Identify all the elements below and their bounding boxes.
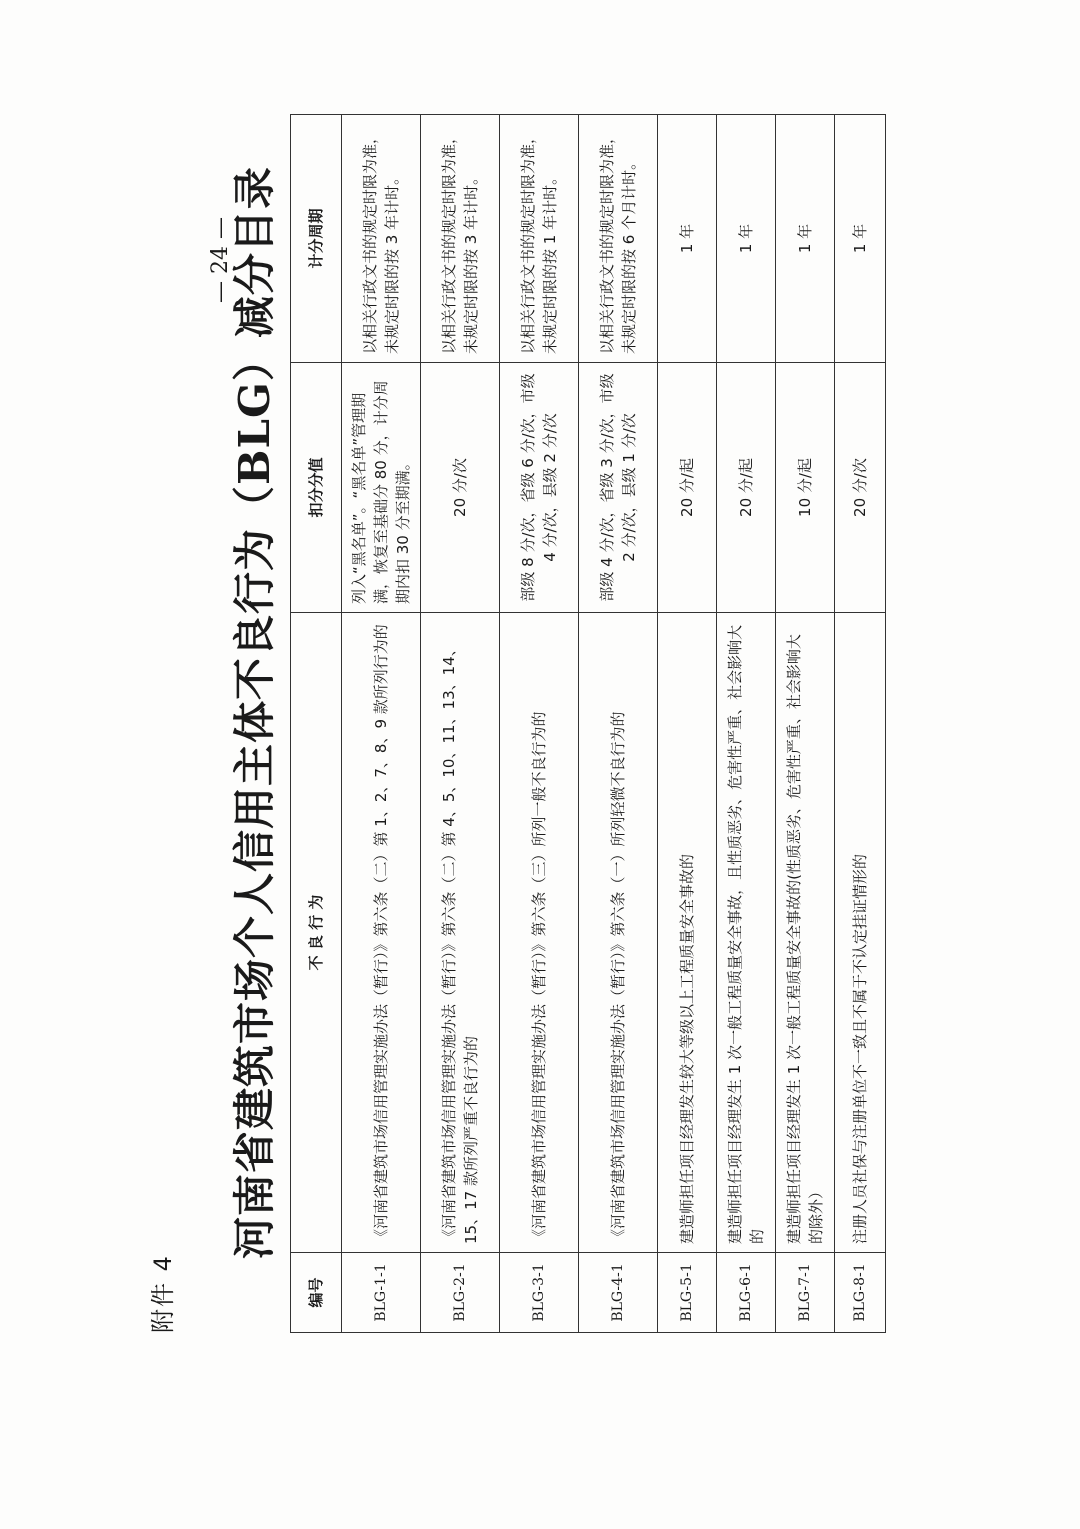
row-id: BLG-7-1 [776, 1253, 835, 1333]
row-period: 以相关行政文书的规定时限为准，未规定时限的按 6 个月计时。 [579, 115, 658, 363]
row-behavior: 《河南省建筑市场信用管理实施办法（暂行）》第六条（三）所列一般不良行为的 [500, 613, 579, 1253]
row-period: 1 年 [717, 115, 776, 363]
row-behavior: 注册人员社保与注册单位不一致且不属于不认定挂证情形的 [835, 613, 886, 1253]
row-id: BLG-3-1 [500, 1253, 579, 1333]
header-deduction: 扣分分值 [291, 363, 342, 613]
table-row [776, 115, 835, 1333]
row-behavior: 建造师担任项目经理发生 1 次一般工程质量安全事故的(性质恶劣、危害性严重、社会影响大的除外） [776, 613, 835, 1253]
row-period: 1 年 [776, 115, 835, 363]
header-behavior: 不 良 行 为 [291, 613, 342, 1253]
row-period: 以相关行政文书的规定时限为准，未规定时限的按 3 年计时。 [421, 115, 500, 363]
row-deduction: 20 分/次 [421, 363, 500, 613]
row-deduction: 列入“黑名单”。“黑名单”管理期满，恢复至基础分 80 分，计分周期内扣 30 分至期满。 [342, 363, 421, 613]
row-behavior: 《河南省建筑市场信用管理实施办法（暂行）》第六条（一）所列轻微不良行为的 [579, 613, 658, 1253]
row-behavior: 《河南省建筑市场信用管理实施办法（暂行）》第六条（二）第 1、2、7、8、9 款所列行为的 [342, 613, 421, 1253]
row-behavior: 《河南省建筑市场信用管理实施办法（暂行）》第六条（二）第 4、5、10、11、13、14、15、17 款所列严重不良行为的 [421, 613, 500, 1253]
table-row [342, 115, 421, 1333]
page-number: — 24 — [208, 217, 233, 303]
row-behavior: 建造师担任项目经理发生较大等级以上工程质量安全事故的 [658, 613, 717, 1253]
row-id: BLG-8-1 [835, 1253, 886, 1333]
table-row [658, 115, 717, 1333]
row-behavior: 建造师担任项目经理发生 1 次一般工程质量安全事故，且性质恶劣、危害性严重、社会影响大的 [717, 613, 776, 1253]
row-id: BLG-2-1 [421, 1253, 500, 1333]
row-deduction: 20 分/次 [835, 363, 886, 613]
row-id: BLG-1-1 [342, 1253, 421, 1333]
table-header-row [291, 115, 342, 1333]
table-row [835, 115, 886, 1333]
row-period: 以相关行政文书的规定时限为准，未规定时限的按 1 年计时。 [500, 115, 579, 363]
table-row [500, 115, 579, 1333]
row-id: BLG-5-1 [658, 1253, 717, 1333]
table-row [579, 115, 658, 1333]
row-deduction: 10 分/起 [776, 363, 835, 613]
row-deduction: 部级 4 分/次，省级 3 分/次，市级 2 分/次，县级 1 分/次 [579, 363, 658, 613]
deduction-table [290, 114, 886, 1333]
page-title: 河南省建筑市场个人信用主体不良行为（BLG）减分目录 [230, 166, 279, 1259]
table-row [421, 115, 500, 1333]
row-deduction: 20 分/起 [658, 363, 717, 613]
table-row [717, 115, 776, 1333]
row-id: BLG-4-1 [579, 1253, 658, 1333]
header-id: 编号 [291, 1253, 342, 1333]
row-period: 1 年 [658, 115, 717, 363]
row-id: BLG-6-1 [717, 1253, 776, 1333]
header-period: 计分周期 [291, 115, 342, 363]
row-deduction: 20 分/起 [717, 363, 776, 613]
row-deduction: 部级 8 分/次，省级 6 分/次，市级 4 分/次，县级 2 分/次 [500, 363, 579, 613]
row-period: 以相关行政文书的规定时限为准，未规定时限的按 3 年计时。 [342, 115, 421, 363]
attachment-label: 附件 4 [149, 1254, 177, 1333]
row-period: 1 年 [835, 115, 886, 363]
